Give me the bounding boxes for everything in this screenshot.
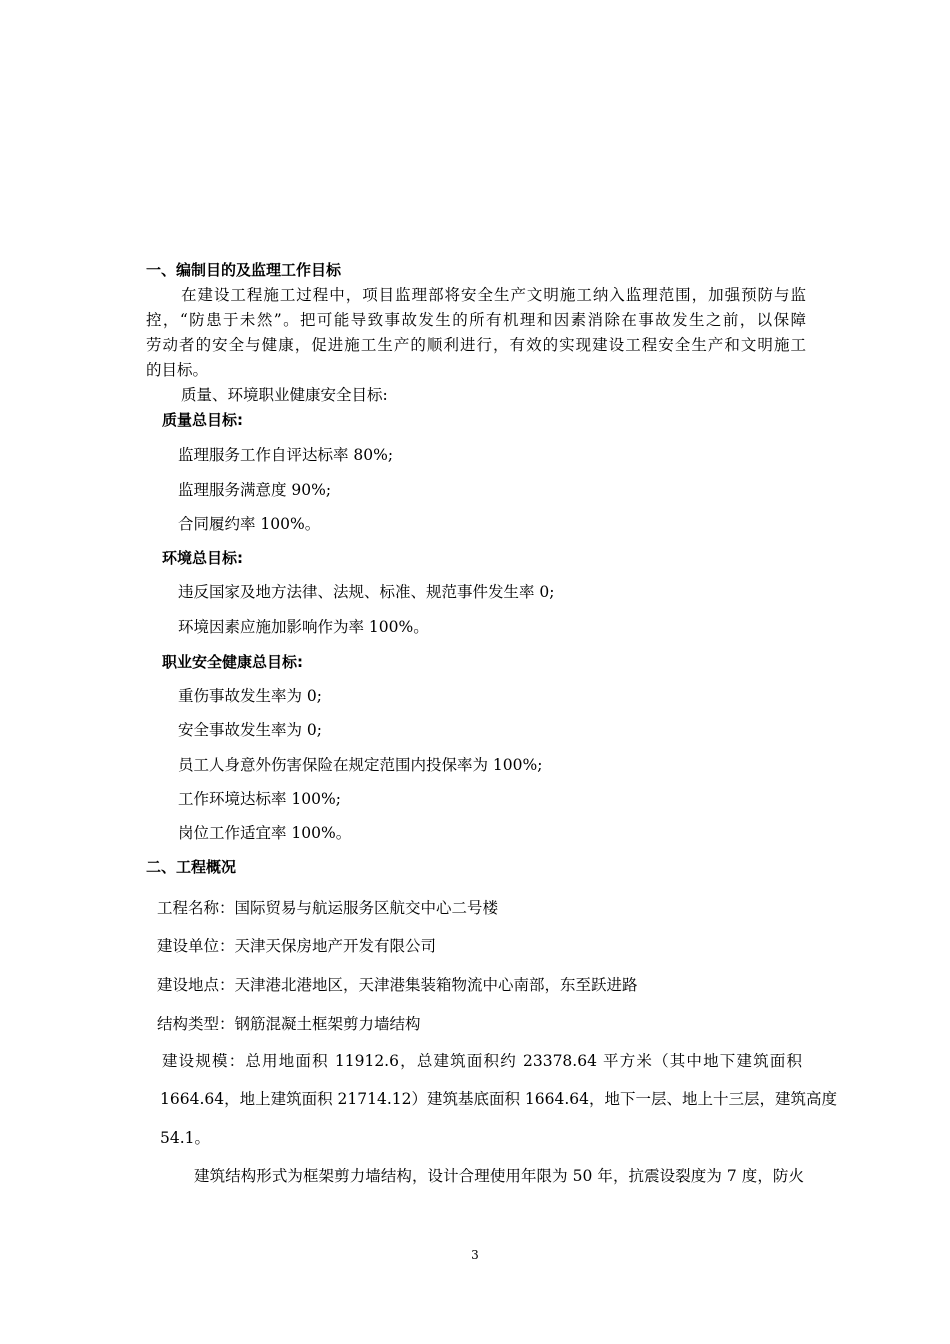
intro-paragraph-line: 劳动者的安全与健康，促进施工生产的顺利进行，有效的实现建设工程安全生产和文明施工 — [146, 336, 806, 354]
project-name: 工程名称：国际贸易与航运服务区航交中心二号楼 — [157, 899, 499, 917]
construction-scale-line: 建设规模：总用地面积 11912.6，总建筑面积约 23378.64 平方米（其中地下建筑面积 — [162, 1052, 802, 1070]
quality-goal-item: 监理服务工作自评达标率 80%; — [178, 446, 394, 464]
structure-type: 结构类型：钢筋混凝土框架剪力墙结构 — [157, 1015, 421, 1033]
safety-goal-item: 重伤事故发生率为 0; — [178, 687, 323, 705]
construction-scale-line: 1664.64，地上建筑面积 21714.12）建筑基底面积 1664.64，地下一层、地上十三层，建筑高度 — [160, 1090, 838, 1108]
safety-goal-item: 工作环境达标率 100%; — [178, 790, 341, 808]
construction-owner: 建设单位：天津天保房地产开发有限公司 — [157, 937, 437, 955]
safety-goal-item: 员工人身意外伤害保险在规定范围内投保率为 100%; — [178, 756, 543, 774]
safety-goal-item: 安全事故发生率为 0; — [178, 721, 323, 739]
page-number: 3 — [471, 1248, 479, 1262]
quality-goal-item: 监理服务满意度 90%; — [178, 481, 332, 499]
quality-goal-item: 合同履约率 100%。 — [178, 515, 321, 533]
environment-goal-item: 环境因素应施加影响作为率 100%。 — [178, 618, 429, 636]
environment-goal-item: 违反国家及地方法律、法规、标准、规范事件发生率 0; — [178, 583, 555, 601]
structure-description: 建筑结构形式为框架剪力墙结构，设计合理使用年限为 50 年，抗震设裂度为 7 度，防火 — [194, 1167, 804, 1185]
section-1-heading: 一、编制目的及监理工作目标 — [146, 261, 342, 279]
section-2-heading: 二、工程概况 — [146, 858, 237, 876]
construction-scale-line: 54.1。 — [160, 1129, 211, 1147]
intro-paragraph-line: 的目标。 — [146, 361, 209, 379]
goals-intro: 质量、环境职业健康安全目标: — [181, 386, 388, 404]
intro-paragraph-line: 控，“防患于未然”。把可能导致事故发生的所有机理和因素消除在事故发生之前，以保障 — [146, 311, 806, 329]
quality-goal-title: 质量总目标: — [162, 411, 243, 429]
intro-paragraph-line: 在建设工程施工过程中，项目监理部将安全生产文明施工纳入监理范围，加强预防与监 — [181, 286, 806, 304]
safety-goal-title: 职业安全健康总目标: — [162, 653, 303, 671]
safety-goal-item: 岗位工作适宜率 100%。 — [178, 824, 352, 842]
construction-location: 建设地点：天津港北港地区，天津港集装箱物流中心南部，东至跃进路 — [157, 976, 638, 994]
environment-goal-title: 环境总目标: — [162, 549, 243, 567]
